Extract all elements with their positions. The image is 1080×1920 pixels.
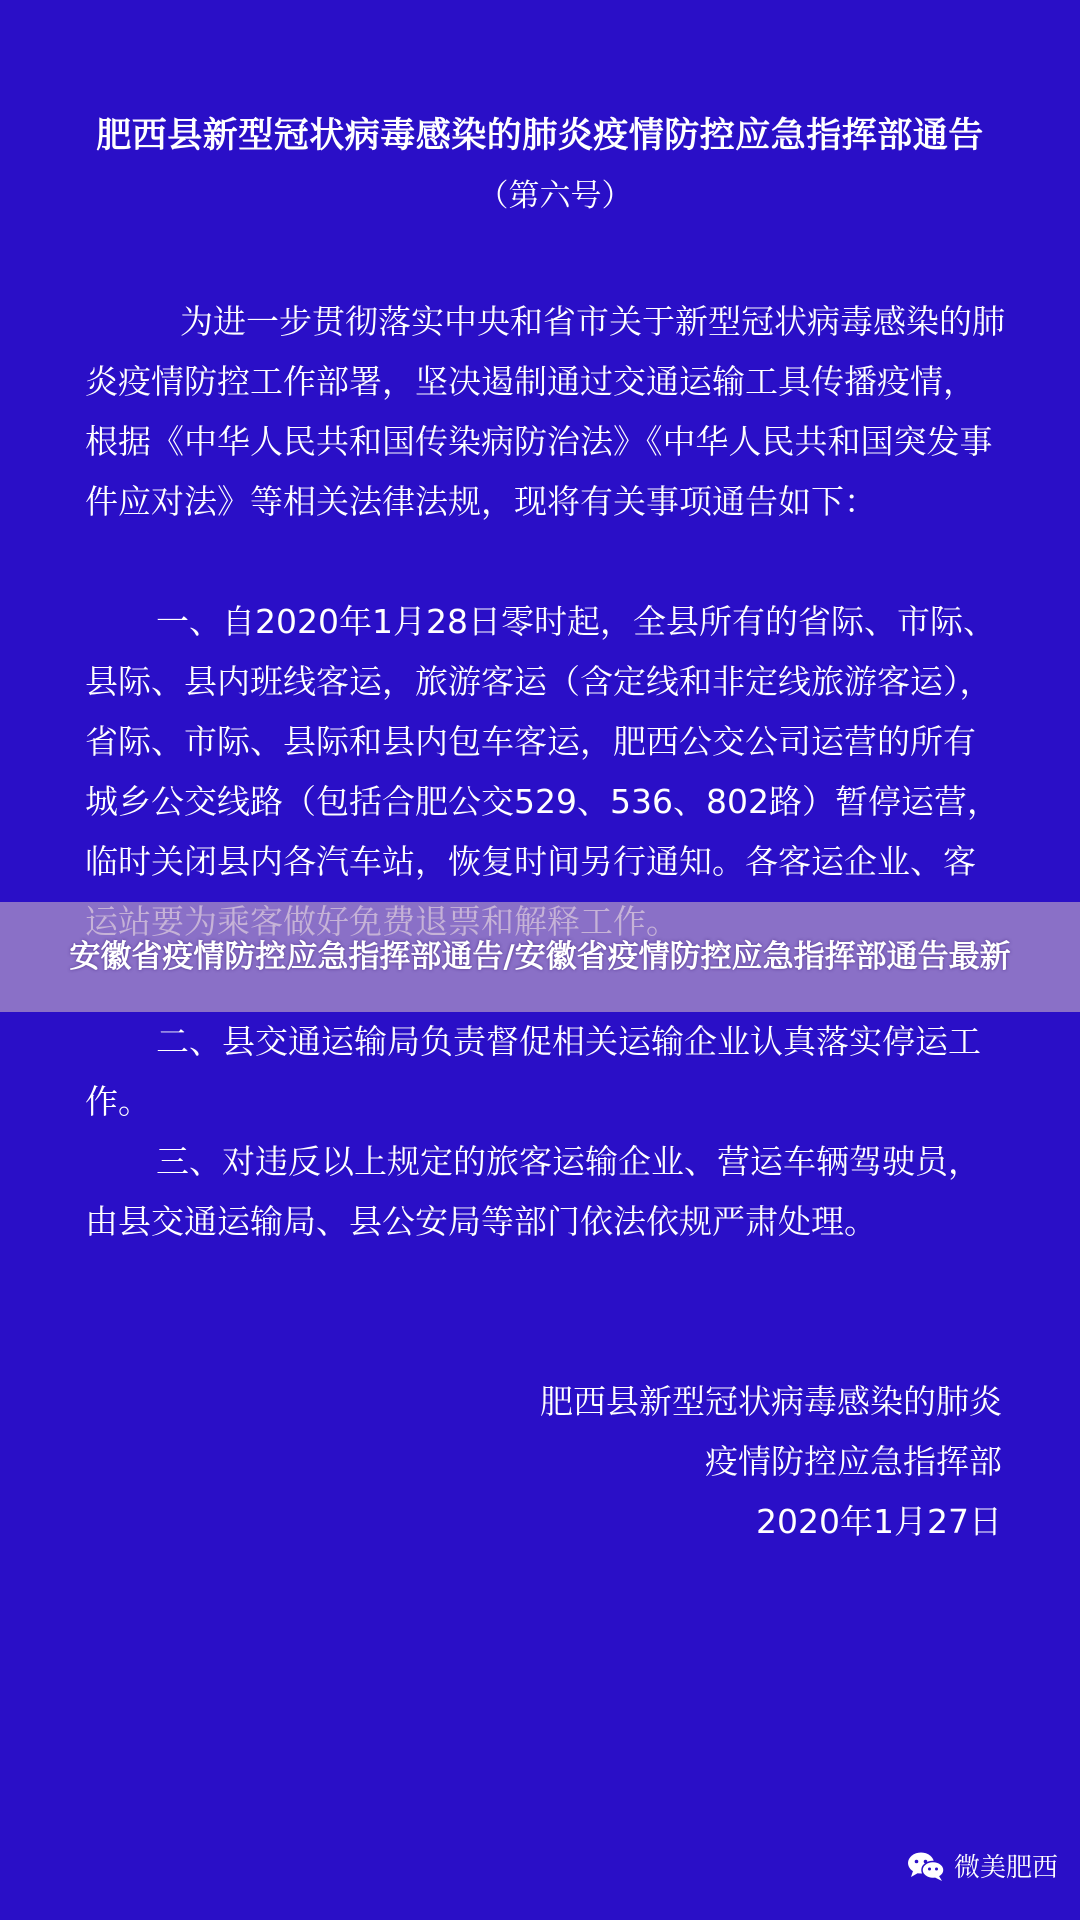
caption-overlay-text: 安徽省疫情防控应急指挥部通告/安徽省疫情防控应急指挥部通告最新 (69, 939, 1011, 975)
notice-number: （第六号） (477, 178, 633, 214)
notice-item-one: 一、自2020年1月28日零时起，全县所有的省际、市际、县际、县内班线客运，旅游客运（含定线和非定线旅游客运），省际、市际、县际和县内包车客运，肥西公交公司运营的所有城乡公交线路（包括合肥公交529、536、802路）暂停运营，临时关闭县内各汽车站，恢复时间另行通知。各客运企业、客 (85, 602, 1000, 881)
wechat-account-watermark (906, 1847, 1058, 1884)
notice-intro-paragraph: 为进一步贯彻落实中央和省市关于新型冠状病毒感染的肺炎疫情防控工作部署，坚决遏制通过交通运输工具传播疫情，根据《中华人民共和国传染病防治法》《中华人民共和国突发事件应对法》等相关法律法规，现将有关事项通告如下： (85, 302, 1005, 521)
notice-item-three: 三、对违反以上规定的旅客运输企业、营运车辆驾驶员，由县交通运输局、县公安局等部门依法依规严肃处理。 (85, 1142, 981, 1241)
caption-overlay-band (0, 902, 1080, 1012)
signature-date: 2020年1月27日 (756, 1502, 1002, 1541)
notice-title: 肥西县新型冠状病毒感染的肺炎疫情防控应急指挥部通告 (96, 116, 984, 156)
notice-item-two: 二、县交通运输局负责督促相关运输企业认真落实停运工作。 (85, 1022, 981, 1121)
signature-organization-line1: 肥西县新型冠状病毒感染的肺炎 (540, 1382, 1002, 1421)
signature-organization-line2: 疫情防控应急指挥部 (705, 1442, 1002, 1481)
watermark-label: 微美肥西 (953, 1853, 1058, 1883)
wechat-icon (906, 1850, 946, 1882)
